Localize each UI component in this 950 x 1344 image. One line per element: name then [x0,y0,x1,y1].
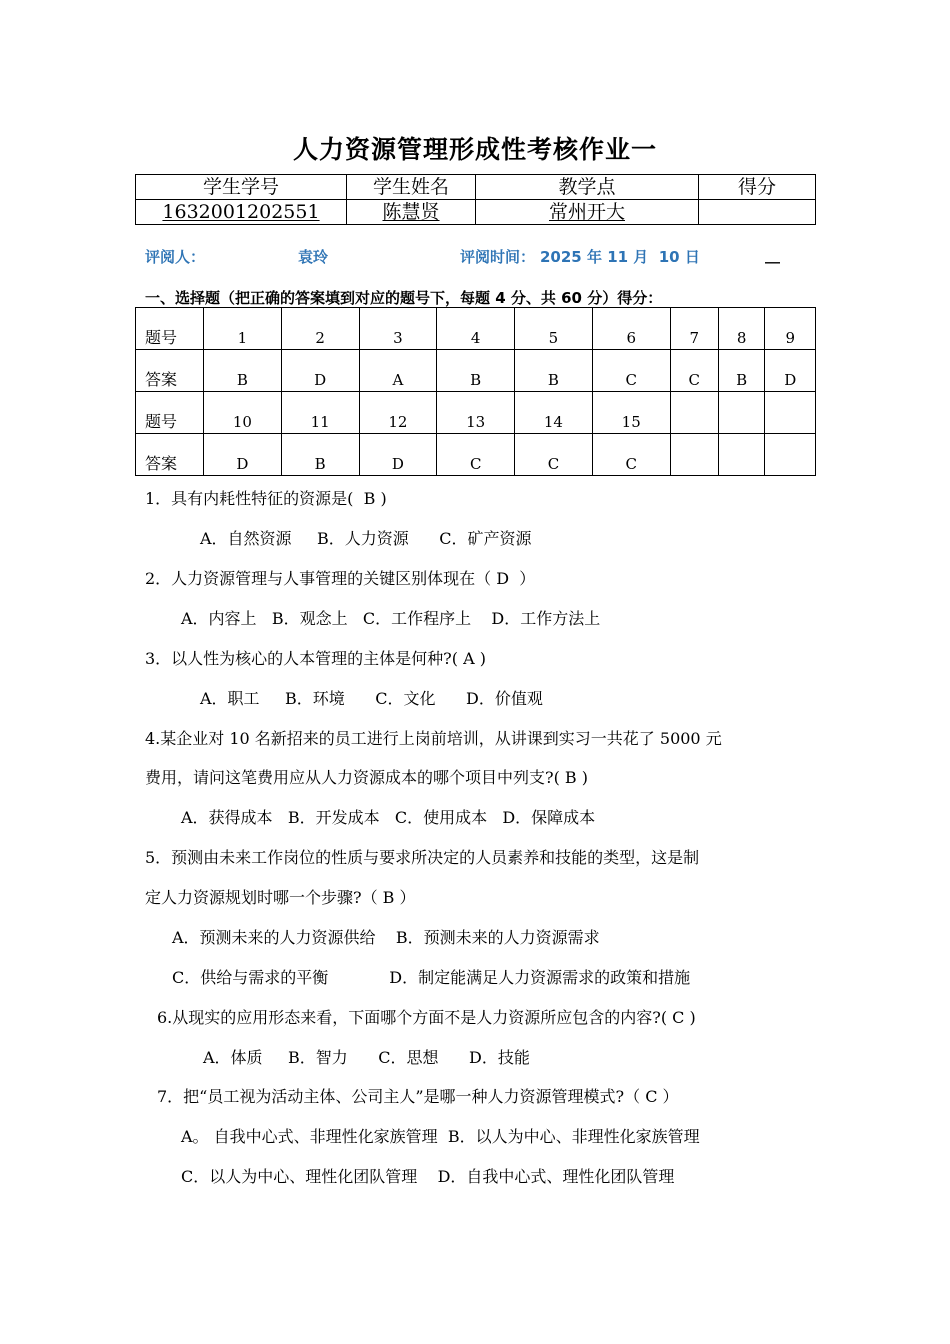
answer-grid-cell: B [437,350,515,392]
answer-grid-cell: 7 [670,308,718,350]
answer-grid-cell: 8 [718,308,765,350]
answer-grid-cell [718,434,765,476]
answer-grid-cell [765,434,816,476]
answer-grid-table [135,307,816,476]
question-text-line: A．内容上 B．观念上 C．工作程序上 D．工作方法上 [181,609,601,628]
answer-grid-cell: D [765,350,816,392]
answer-grid-cell: 2 [281,308,359,350]
student-info-table [135,174,816,225]
answer-grid-cell: C [670,350,718,392]
question-text-line: 3．以人性为核心的人本管理的主体是何种?( A ) [145,649,486,668]
answer-grid-row [136,350,816,392]
answer-grid-cell: C [437,434,515,476]
answer-grid-row-label: 答案 [136,434,204,476]
answer-grid-cell: 12 [359,392,437,434]
info-value-row [136,200,816,225]
answer-grid-cell: D [204,434,282,476]
answer-grid-row [136,308,816,350]
answer-grid-cell: 4 [437,308,515,350]
header-student-name: 学生姓名 [347,175,476,200]
answer-grid-cell: 6 [592,308,670,350]
answer-grid-cell: 14 [515,392,593,434]
answer-grid-cell: 13 [437,392,515,434]
question-text-line: C．供给与需求的平衡 D．制定能满足人力资源需求的政策和措施 [172,968,691,987]
score-value [699,200,816,225]
question-text-line: A．职工 B．环境 C．文化 D．价值观 [200,689,543,708]
question-text-line: A。 自我中心式、非理性化家族管理 B．以人为中心、非理性化家族管理 [181,1127,700,1146]
answer-grid-cell: B [718,350,765,392]
answer-grid-row [136,434,816,476]
answer-grid-cell: 3 [359,308,437,350]
review-time-value: 2025 年 11 月 10 日 [540,248,700,266]
answer-grid-cell: B [204,350,282,392]
header-student-id: 学生学号 [136,175,347,200]
answer-grid-cell: C [515,434,593,476]
answer-grid-cell: 9 [765,308,816,350]
question-text-line: 1．具有内耗性特征的资源是( B ) [145,489,387,508]
reviewer-name: 袁玲 [298,248,329,266]
answer-grid-cell [765,392,816,434]
question-text-line: A．自然资源 B．人力资源 C．矿产资源 [200,529,532,548]
header-teaching-site: 教学点 [476,175,699,200]
answer-grid-cell: D [281,350,359,392]
answer-grid-row-label: 题号 [136,392,204,434]
document-title: 人力资源管理形成性考核作业一 [292,135,657,164]
info-header-row [136,175,816,200]
question-text-line: A．预测未来的人力资源供给 B．预测未来的人力资源需求 [172,928,600,947]
question-text-line: 5．预测由未来工作岗位的性质与要求所决定的人员素养和技能的类型，这是制 [145,848,700,867]
teaching-site-value: 常州开大 [476,200,699,225]
header-score: 得分 [699,175,816,200]
question-text-line: 费用，请问这笔费用应从人力资源成本的哪个项目中列支?( B ) [145,768,588,787]
answer-grid-cell: C [592,350,670,392]
reviewer-label: 评阅人： [145,248,206,266]
answer-grid-cell: 1 [204,308,282,350]
answer-grid-row-label: 答案 [136,350,204,392]
question-text-line: 6.从现实的应用形态来看，下面哪个方面不是人力资源所应包含的内容?( C ) [157,1008,696,1027]
student-name-value: 陈慧贤 [347,200,476,225]
student-id-value: 1632001202551 [136,200,347,225]
answer-grid-cell: 5 [515,308,593,350]
answer-grid-row [136,392,816,434]
answer-grid-cell: 11 [281,392,359,434]
answer-grid-cell: D [359,434,437,476]
review-time-label: 评阅时间： [460,248,536,266]
answer-grid-cell [670,434,718,476]
answer-grid-cell: B [515,350,593,392]
section-one-heading: 一、选择题（把正确的答案填到对应的题号下，每题 4 分、共 60 分）得分： [145,289,663,307]
answer-grid-cell [718,392,765,434]
question-text-line: A．体质 B．智力 C．思想 D．技能 [203,1048,530,1067]
question-text-line: 2．人力资源管理与人事管理的关键区别体现在（ D ） [145,569,536,588]
question-text-line: 定人力资源规划时哪一个步骤?（ B ） [145,888,416,907]
review-trailing-underline: __ [765,246,780,264]
question-text-line: C．以人为中心、理性化团队管理 D．自我中心式、理性化团队管理 [181,1167,675,1186]
question-text-line: A．获得成本 B．开发成本 C．使用成本 D．保障成本 [181,808,596,827]
answer-grid-row-label: 题号 [136,308,204,350]
answer-grid-cell: 15 [592,392,670,434]
answer-grid-cell: C [592,434,670,476]
answer-grid-cell: A [359,350,437,392]
answer-grid-cell: B [281,434,359,476]
answer-grid-cell: 10 [204,392,282,434]
question-text-line: 7．把“员工视为活动主体、公司主人”是哪一种人力资源管理模式?（ C ） [157,1087,679,1106]
question-text-line: 4.某企业对 10 名新招来的员工进行上岗前培训，从讲课到实习一共花了 5000 元 [145,729,722,748]
answer-grid-cell [670,392,718,434]
